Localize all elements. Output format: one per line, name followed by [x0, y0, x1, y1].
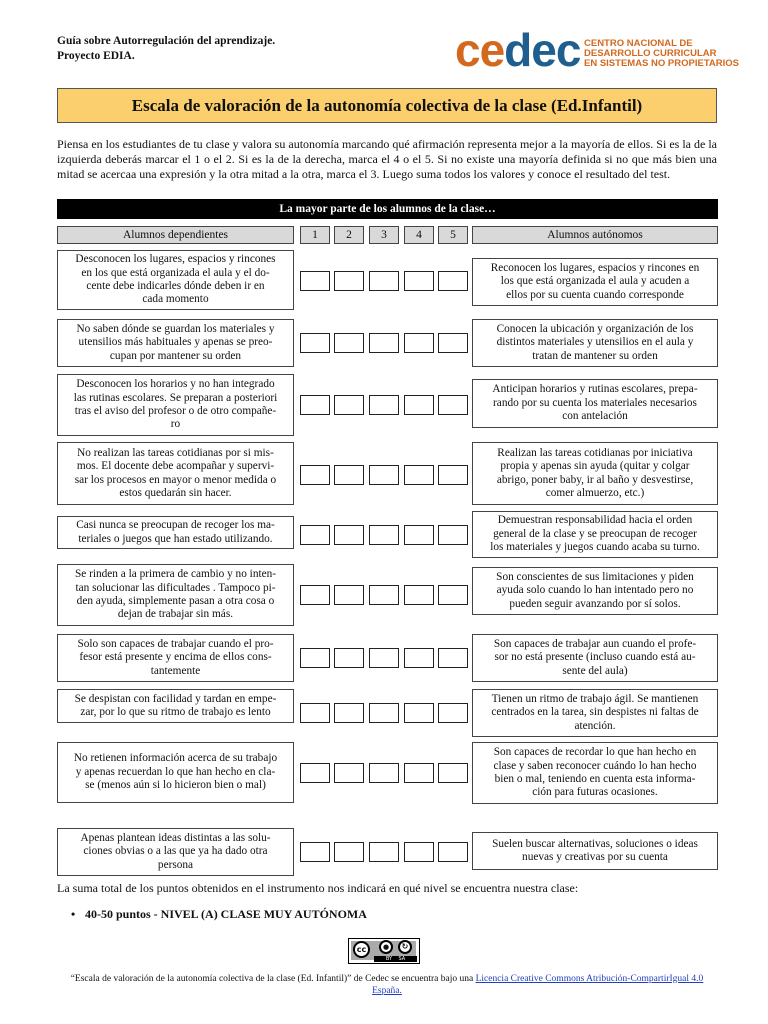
license-footer	[57, 973, 717, 997]
statement-line: sar los procesos en mayor o menor medida o	[74, 473, 277, 486]
statement-line: mos. El docente debe acompañar y supervi-	[76, 460, 275, 473]
rating-box-5[interactable]	[438, 333, 468, 353]
column-header-1: 1	[300, 226, 330, 244]
autonomous-statement	[472, 634, 718, 682]
rating-box-5[interactable]	[438, 763, 468, 783]
statement-line: ciones obvias o a las que ya ha dado otra	[83, 845, 268, 858]
rating-box-2[interactable]	[334, 585, 364, 605]
statement-line: No saben dónde se guardan los materiales y	[76, 322, 275, 335]
rating-box-1[interactable]	[300, 525, 330, 545]
rating-box-4[interactable]	[404, 763, 434, 783]
statement-line: Son conscientes de sus limitaciones y piden	[496, 570, 694, 583]
statement-text	[497, 447, 693, 501]
rating-box-5[interactable]	[438, 395, 468, 415]
dependent-statement	[57, 516, 294, 549]
statement-line: Anticipan horarios y rutinas escolares, prepa-	[492, 383, 698, 396]
statement-text	[74, 378, 278, 432]
guide-title: Guía sobre Autorregulación del aprendizaje.	[57, 35, 276, 47]
statement-line: No retienen información acerca de su trabajo	[73, 752, 278, 765]
statement-text	[494, 746, 697, 800]
statement-line: cada momento	[142, 293, 209, 306]
statement-text	[490, 514, 700, 554]
autonomous-statement	[472, 258, 718, 306]
statement-line: los que está organizada el aula y acuden a	[500, 275, 690, 288]
rating-box-4[interactable]	[404, 525, 434, 545]
autonomous-statement	[472, 832, 718, 870]
statement-text	[497, 323, 694, 363]
statement-line: tantemente	[150, 664, 201, 677]
rating-box-1[interactable]	[300, 271, 330, 291]
rating-box-4[interactable]	[404, 465, 434, 485]
cc-badge-strip: BY SA	[374, 956, 417, 962]
autonomous-statement	[472, 511, 718, 558]
statement-line: clase y saben reconocer cuándo lo han hecho	[493, 759, 697, 772]
column-header-4: 4	[404, 226, 434, 244]
statement-line: rando por su cuenta los materiales necesarios	[493, 396, 697, 409]
statement-text	[494, 638, 696, 678]
statement-line: ellos por su cuenta cuando corresponde	[506, 288, 684, 301]
rating-box-1[interactable]	[300, 585, 330, 605]
statement-line: pueden seguir avanzando por sí solos.	[509, 597, 681, 610]
rating-box-3[interactable]	[369, 525, 399, 545]
statement-line: den ayuda, simplemente pasan a otra cosa o	[76, 595, 275, 607]
rating-box-4[interactable]	[404, 703, 434, 723]
statement-line: distintos materiales y utensilios en el aula y	[496, 336, 694, 349]
statement-line: Se rinden a la primera de cambio y no inten-	[74, 568, 277, 581]
project-name: Proyecto EDIA.	[57, 50, 135, 62]
statement-text	[77, 638, 273, 678]
statement-line: Casi nunca se preocupan de recoger los ma-	[76, 519, 275, 532]
statement-line: fesor está presente y encima de ellos cons-	[79, 651, 272, 664]
statement-text	[491, 262, 700, 302]
statement-line: nuevas y creativas por su cuenta	[522, 851, 668, 863]
rating-box-3[interactable]	[369, 763, 399, 783]
autonomous-statement	[472, 319, 718, 367]
statement-text	[76, 519, 275, 546]
statement-line: ción para futuras ocasiones.	[532, 786, 658, 799]
rating-box-2[interactable]	[334, 763, 364, 783]
statement-text	[492, 383, 697, 423]
statement-line: estos quedarán sin hacer.	[119, 486, 232, 499]
statement-text	[75, 693, 277, 720]
statement-line: y apenas recuerdan lo que han hecho en cla-	[75, 765, 276, 778]
statement-text	[496, 571, 694, 611]
statement-text	[75, 447, 276, 501]
dependent-statement	[57, 250, 294, 310]
rating-box-4[interactable]	[404, 333, 434, 353]
statement-line: Reconocen los lugares, espacios y rincones en	[490, 261, 700, 274]
logo-wordmark: cedec	[455, 24, 581, 76]
statement-line: bien o mal, teniendo en cuenta esta informa-	[494, 773, 696, 785]
rating-box-5[interactable]	[438, 271, 468, 291]
rating-box-2[interactable]	[334, 703, 364, 723]
dependent-statement	[57, 319, 294, 367]
statement-line: comer almuerzo, etc.)	[545, 486, 645, 499]
statement-line: ro	[170, 418, 181, 431]
statement-text	[74, 752, 277, 792]
statement-line: Realizan las tareas cotidianas por iniciativa	[497, 446, 693, 459]
statement-line: tras el aviso del profesor o de otro compañe-	[74, 405, 277, 417]
statement-line: centrados en la tarea, sin despistes ni faltas de	[491, 706, 699, 719]
rating-box-4[interactable]	[404, 271, 434, 291]
statement-line: tan solucionar las dificultades . Tampoco pi-	[75, 581, 276, 594]
logo-tagline: CENTRO NACIONAL DE DESARROLLO CURRICULAR EN SISTEMAS NO PROPIETARIOS	[584, 38, 740, 69]
rating-box-3[interactable]	[369, 333, 399, 353]
statement-line: Suelen buscar alternativas, soluciones o ideas	[492, 837, 698, 850]
rating-box-2[interactable]	[334, 333, 364, 353]
rating-box-1[interactable]	[300, 465, 330, 485]
statement-line: Tienen un ritmo de trabajo ágil. Se mantienen	[491, 692, 699, 705]
by-icon: ●	[379, 940, 393, 954]
rating-box-1[interactable]	[300, 763, 330, 783]
statement-line: en los que está organizada el aula y el do-	[81, 266, 270, 279]
statement-line: utensilios más habituales y apenas se preo-	[78, 336, 273, 349]
statement-line: Son capaces de recordar lo que han hecho en	[493, 746, 697, 759]
rating-box-5[interactable]	[438, 525, 468, 545]
rating-box-1[interactable]	[300, 333, 330, 353]
level-text: 40-50 puntos - NIVEL (A) CLASE MUY AUTÓNOMA	[85, 907, 367, 921]
autonomous-statement	[472, 567, 718, 615]
statement-text	[77, 323, 275, 363]
statement-line: persona	[157, 858, 194, 871]
rating-box-2[interactable]	[334, 271, 364, 291]
statement-line: propia y apenas sin ayuda (quitar y colgar	[500, 460, 690, 473]
cc-license-badge[interactable]	[348, 938, 420, 964]
dependent-statement	[57, 634, 294, 682]
rating-box-3[interactable]	[369, 842, 399, 862]
cc-icon: cc	[353, 941, 370, 958]
statement-line: Conocen la ubicación y organización de los	[496, 322, 694, 335]
statement-line: los materiales y juegos cuando acaba su turno.	[490, 541, 700, 554]
statement-text	[491, 693, 698, 733]
rating-box-2[interactable]	[334, 525, 364, 545]
rating-box-3[interactable]	[369, 703, 399, 723]
rating-box-3[interactable]	[369, 648, 399, 668]
statement-line: Demuestran responsabilidad hacia el orden	[497, 514, 693, 527]
rating-box-5[interactable]	[438, 703, 468, 723]
autonomous-statement	[472, 689, 718, 737]
rating-box-2[interactable]	[334, 842, 364, 862]
rating-box-2[interactable]	[334, 465, 364, 485]
statement-line: Desconocen los lugares, espacios y rincones	[75, 253, 276, 266]
dependent-statement	[57, 374, 294, 436]
rating-box-1[interactable]	[300, 648, 330, 668]
statement-line: Apenas plantean ideas distintas a las solu-	[80, 831, 271, 844]
rating-box-3[interactable]	[369, 465, 399, 485]
statement-line: atención.	[574, 719, 616, 732]
column-header-5: 5	[438, 226, 468, 244]
rating-box-4[interactable]	[404, 648, 434, 668]
summary-text: La suma total de los puntos obtenidos en el instrumento nos indicará en qué nivel se encuentra nuestra clase:	[57, 881, 579, 895]
statement-line: sente del aula)	[562, 664, 628, 677]
statement-line: teriales o juegos que han estado utilizando.	[78, 532, 273, 545]
statement-line: general de la clase y se preocupan de recoger	[493, 527, 697, 540]
statement-line: abrigo, poner baby, ir al baño y desvestirse,	[496, 473, 694, 486]
level-item	[71, 907, 367, 922]
bullet: •	[71, 907, 76, 921]
statement-line: tratan de mantener su orden	[532, 349, 658, 362]
autonomous-statement	[472, 742, 718, 804]
dependent-statement	[57, 564, 294, 626]
intro-paragraph: Piensa en los estudiantes de tu clase y valora su autonomía marcando qué afirmación representa mejor a la mayoría de ellos. Si es la de la izquierda deberás marcar el 1 o el 2. Si es la de la derecha, marca el 4 o el 5. Si no existe una mayoría definida si no que más bien una mitad se acercaa una expresión y la otra mitad a la otra, marca el 3. Luego suma todos los valores y conoce el resultado del test.	[57, 137, 717, 181]
rating-box-1[interactable]	[300, 395, 330, 415]
rating-box-3[interactable]	[369, 271, 399, 291]
statement-line: No realizan las tareas cotidianas por si mis-	[77, 446, 274, 459]
rating-box-5[interactable]	[438, 648, 468, 668]
rating-box-5[interactable]	[438, 842, 468, 862]
autonomous-statement	[472, 442, 718, 505]
statement-line: Solo son capaces de trabajar cuando el pro-	[77, 637, 274, 650]
autonomous-statement	[472, 379, 718, 428]
statement-text	[80, 832, 270, 872]
license-link[interactable]: Licencia Creative Commons Atribución-CompartirIgual 4.0 España.	[372, 974, 704, 996]
rating-box-4[interactable]	[404, 585, 434, 605]
statement-line: sor no está presente (incluso cuando está au-	[494, 651, 696, 664]
column-header-3: 3	[369, 226, 399, 244]
section-bar: La mayor parte de los alumnos de la clase…	[57, 199, 718, 219]
rating-box-4[interactable]	[404, 395, 434, 415]
statement-line: zar, por lo que su ritmo de trabajo es lento	[80, 706, 271, 718]
statement-line: dejan de trabajar sin más.	[117, 608, 234, 621]
sa-icon: ↻	[398, 940, 412, 954]
rating-box-3[interactable]	[369, 585, 399, 605]
rating-box-5[interactable]	[438, 585, 468, 605]
statement-text	[492, 838, 698, 865]
rating-box-1[interactable]	[300, 703, 330, 723]
statement-line: cente debe indicarles dónde deben ir en	[86, 280, 265, 292]
statement-line: Desconocen los horarios y no han integrado	[76, 378, 275, 391]
statement-line: cupan por mantener su orden	[109, 349, 242, 362]
cedec-logo	[455, 24, 740, 76]
rating-box-2[interactable]	[334, 395, 364, 415]
statement-line: Son capaces de trabajar aun cuando el profe-	[493, 637, 697, 650]
dependent-statement	[57, 742, 294, 803]
statement-line: Se despistan con facilidad y tardan en empe-	[74, 692, 277, 705]
column-header-2: 2	[334, 226, 364, 244]
statement-text	[75, 568, 276, 622]
column-header-autonomous: Alumnos autónomos	[472, 226, 718, 244]
rating-box-2[interactable]	[334, 648, 364, 668]
statement-line: ayuda solo cuando lo han intentado pero no	[496, 584, 694, 597]
dependent-statement	[57, 828, 294, 876]
dependent-statement	[57, 442, 294, 505]
page-title: Escala de valoración de la autonomía colectiva de la clase (Ed.Infantil)	[57, 88, 717, 123]
statement-line: se (menos aún si lo hicieron bien o mal)	[85, 779, 266, 792]
rating-box-3[interactable]	[369, 395, 399, 415]
rating-box-4[interactable]	[404, 842, 434, 862]
column-header-dependent: Alumnos dependientes	[57, 226, 294, 244]
dependent-statement	[57, 689, 294, 723]
statement-text	[75, 253, 275, 307]
statement-line: las rutinas escolares. Se preparan a posteriori	[73, 391, 278, 404]
footer-text: “Escala de valoración de la autonomía colectiva de la clase (Ed. Infantil)” de Cedec se encuentra bajo una	[70, 974, 476, 984]
statement-line: con antelación	[562, 410, 628, 423]
document-header	[57, 34, 275, 64]
rating-box-1[interactable]	[300, 842, 330, 862]
rating-box-5[interactable]	[438, 465, 468, 485]
